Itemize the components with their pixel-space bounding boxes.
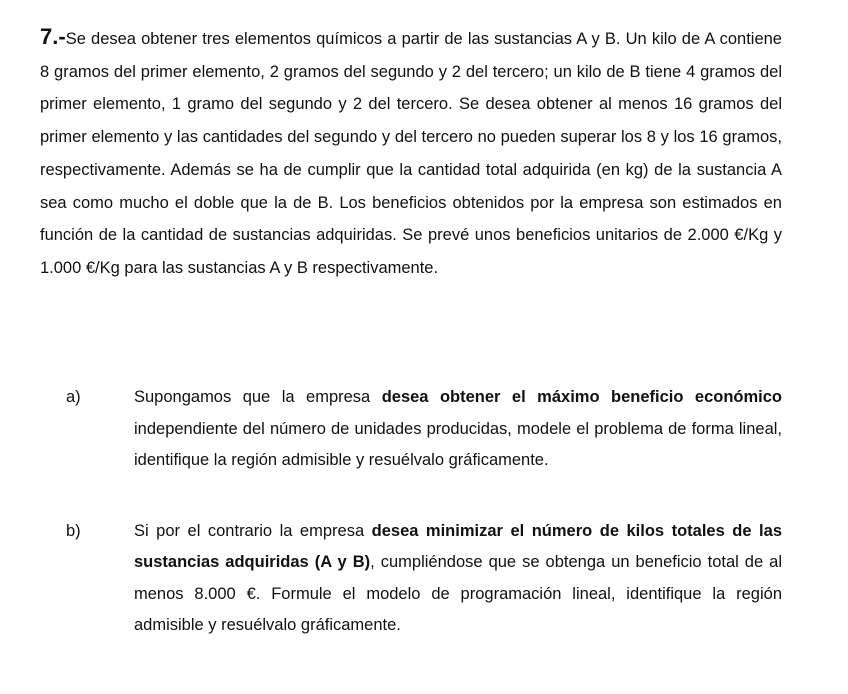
subquestion-b: [40, 516, 782, 642]
subquestion-b-text-before: Si por el contrario la empresa: [134, 521, 372, 540]
subquestion-a-text-bold: desea obtener el máximo beneficio económico: [381, 388, 782, 406]
subquestion-b-text-bold: desea minimizar el número de kilos totales de las sustancias adquiridas (A y B): [134, 521, 782, 571]
subquestion-a-text: [134, 382, 782, 477]
subquestion-a-label: a): [66, 388, 81, 406]
problem-statement: [40, 21, 782, 285]
subquestion-a-text-before: Supongamos que la empresa: [134, 388, 382, 406]
subquestion-b-label: b): [66, 521, 81, 540]
problem-text: Se desea obtener tres elementos químicos a partir de las sustancias A y B. Un kilo de A contiene 8 gramos del primer elemento, 2 gramos del segundo y 2 del tercero; un kilo de B tiene 4 gramos del primer elemento, 1 gramo del segundo y 2 del tercero. Se desea obtener al menos 16 gramos del primer elemento y las cantidades del segundo y del tercero no pueden superar los 8 y los 16 gramos, respectivamente. Además se ha de cumplir que la cantidad total adquirida (en kg) de la sustancia A sea como mucho el doble que la de B. Los beneficios obtenidos por la empresa son estimados en función de la cantidad de sustancias adquiridas. Se prevé unos beneficios unitarios de 2.000 €/Kg y 1.000 €/Kg para las sustancias A y B respectivamente.: [40, 30, 782, 277]
problem-number: 7.-: [40, 24, 66, 49]
subquestion-a: [40, 382, 782, 477]
subquestion-b-text: [134, 516, 782, 642]
subquestion-list: [40, 382, 782, 642]
subquestion-b-text-after: , cumpliéndose que se obtenga un beneficio total de al menos 8.000 €. Formule el modelo de programación lineal, identifique la región admisible y resuélvalo gráficamente.: [134, 553, 783, 634]
subquestion-a-text-after: independiente del número de unidades producidas, modele el problema de forma lineal, identifique la región admisible y resuélvalo gráficamente.: [134, 419, 782, 469]
